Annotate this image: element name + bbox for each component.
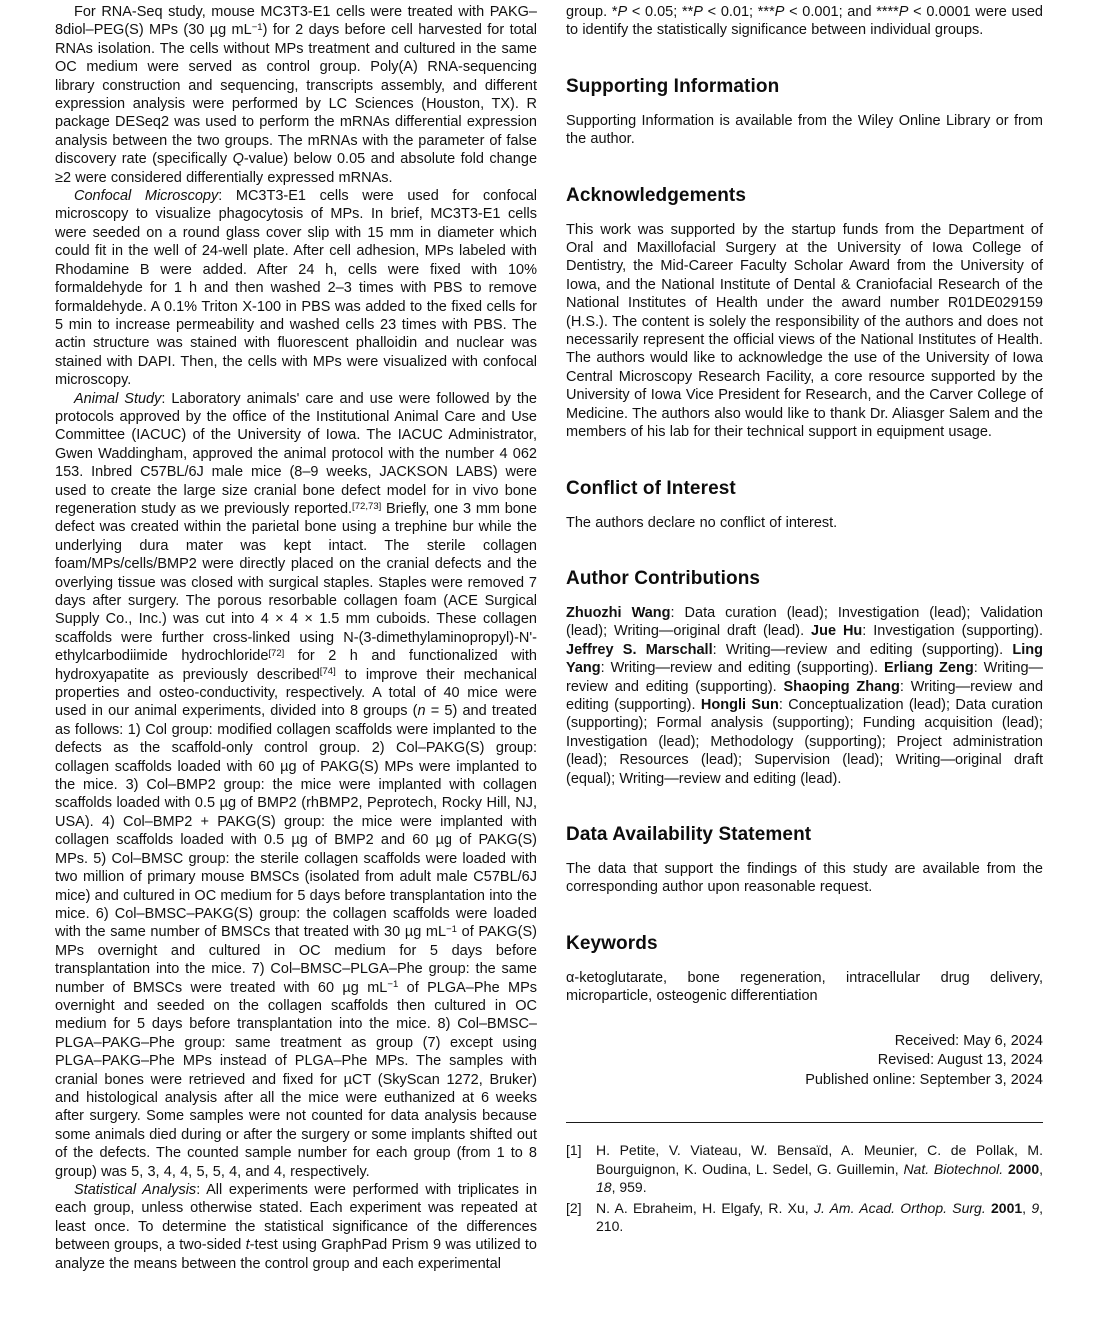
author-contributions-text: Zhuozhi Wang: Data curation (lead); Investigation (lead); Validation (lead); Writing—original draft (lead). Jue Hu: Investigation (supporting). Jeffrey S. Marschall: Writing—review and editing (supporting). Ling Yang: Writing—review and editing (supporting). Erliang Zeng: Writing—review and editing (supporting). Shaoping Zhang: Writing—review and editing (supporting). Hongli Sun: Conceptualization (lead); Data curation (supporting); Formal analysis (supporting); Funding acquisition (lead); Investigation (lead); Methodology (supporting); Project administration (lead); Resources (lead); Supervision (lead); Writing—original draft (equal); Writing—review and editing (lead). (566, 604, 1044, 787)
reference-item-1 (566, 1141, 1043, 1197)
right-column (566, 3, 1043, 1318)
data-availability-heading: Data Availability Statement (566, 823, 812, 845)
left-column (55, 3, 537, 1318)
reference-1-citation: H. Petite, V. Viateau, W. Bensaïd, A. Meunier, C. de Pollak, M. Bourguignon, K. Oudina, L. Sedel, G. Guillemin, Nat. Biotechnol. 2000, 18, 959. (596, 1142, 1044, 1196)
section-conflict-of-interest (566, 478, 1043, 532)
paragraph-confocal-microscopy: Confocal Microscopy: MC3T3-E1 cells were used for confocal microscopy to visualize phagocytosis of MPs. In brief, MC3T3-E1 cells were seeded on a round glass cover slip with 15 mm in diameter which could fit in the well of 24-well plate. After cell adhesion, MPs labeled with Rhodamine B were added. After 24 h, cells were fixed with 10% formaldehyde for 1 h and then washed 2–3 times with PBS to remove formaldehyde. A 0.1% Triton X-100 in PBS was added to the fixed cells for 5 min to increase permeability and washed cells 23 times with PBS. The actin structure was stained with fluorescent phalloidin and nuclear was stained with DAPI. Then, the cells with MPs were visualized with confocal microscopy. (55, 188, 538, 389)
conflict-of-interest-heading: Conflict of Interest (566, 477, 736, 499)
paragraph-statistical-analysis: Statistical Analysis: All experiments were performed with triplicates in each group, unless otherwise stated. Each experiment was repeated at least once. To determine the statistical significance of the differences between groups, a two-sided t-test using GraphPad Prism 9 was utilized to analyze the means between the control group and each experimental (55, 1182, 538, 1272)
acknowledgements-text: This work was supported by the startup funds from the Department of Oral and Maxillofacial Surgery at the University of Iowa College of Dentistry, the Mid-Career Faculty Scholar Award from the University of Iowa, and the National Institute of Dental & Craniofacial Research of the National Institutes of Health under the award number R01DE029159 (H.S.). The content is solely the responsibility of the authors and does not necessarily represent the official views of the National Institutes of Health. The authors would like to acknowledge the use of the University of Iowa Central Microscopy Research Facility, a core resource supported by the University of Iowa Vice President for Research, and the Carver College of Medicine. The authors also would like to thank Dr. Aliasger Salem and the members of his lab for their technical support in equipment usage. (566, 221, 1043, 441)
section-supporting-information (566, 76, 1043, 149)
supporting-information-text: Supporting Information is available from the Wiley Online Library or from the author. (566, 112, 1043, 148)
published-online-date: Published online: September 3, 2024 (805, 1071, 1043, 1088)
reference-item-2 (566, 1199, 1043, 1236)
received-date: Received: May 6, 2024 (894, 1032, 1043, 1049)
reference-2-citation: N. A. Ebraheim, H. Elgafy, R. Xu, J. Am. Acad. Orthop. Surg. 2001, 9, 210. (596, 1199, 1044, 1235)
revised-date: Revised: August 13, 2024 (877, 1052, 1043, 1069)
keywords-heading: Keywords (566, 932, 658, 954)
acknowledgements-heading: Acknowledgements (566, 184, 747, 206)
conflict-of-interest-text: The authors declare no conflict of interest. (566, 514, 838, 531)
references-divider (566, 1122, 1043, 1123)
keywords-text: α-ketoglutarate, bone regeneration, intracellular drug delivery, microparticle, osteogenic differentiation (566, 969, 1043, 1005)
section-acknowledgements (566, 185, 1043, 442)
section-data-availability (566, 824, 1043, 897)
paragraph-rnaseq-methods: For RNA-Seq study, mouse MC3T3-E1 cells were treated with PAKG–8diol–PEG(S) MPs (30 µg $mL^{-1}$) for 2 days before cell harvested for total RNAs isolation. The cells without MPs treatment and cultured in the same OC medium were served as control group. Poly(A) RNA-sequencing library construction and sequencing, transcripts assembly, and different expression analysis were performed by LC Sciences (Houston, TX). R package DESeq2 was used to perform the mRNAs differential expression analysis between the two groups. The mRNAs with the parameter of false discovery rate (specifically Q-value) below 0.05 and absolute fold change ≥2 were considered differentially expressed mRNAs. (55, 4, 538, 186)
dates-block (566, 1032, 1043, 1091)
reference-1-number: [1] (566, 1142, 582, 1159)
section-keywords (566, 933, 1043, 1006)
supporting-information-heading: Supporting Information (566, 75, 780, 97)
author-contributions-heading: Author Contributions (566, 567, 761, 589)
data-availability-text: The data that support the findings of this study are available from the corresponding author upon reasonable request. (566, 860, 1043, 896)
paragraph-statistical-analysis-continued: group. *P < 0.05; **P < 0.01; ***P < 0.001; and ****P < 0.0001 were used to identify the statistically significance between individual groups. (566, 4, 1043, 39)
paragraph-animal-study: Animal Study: Laboratory animals' care and use were followed by the protocols approved by the office of the Institutional Animal Care and Use Committee (IACUC) of the University of Iowa. The IACUC Administrator, Gwen Waddingham, approved the animal protocol with the number 4 062 153. Inbred C57BL/6J male mice (8–9 weeks, JACKSON LABS) were used to create the large size cranial bone defect model for in vivo bone regeneration study as we previously reported.[72,73] Briefly, one 3 mm bone defect was created within the parietal bone using a trephine bur while the underlying dura mater was kept intact. The sterile collagen foam/MPs/cells/BMP2 were directly placed on the cranial defects and the overlying tissue was closed with surgical staples. Staples were removed 7 days after surgery. The porous resorbable collagen foam (ACE Surgical Supply Co., Inc.) was cut into 4 × 4 × 1.5 mm cuboids. These collagen scaffolds were further cross-linked using N-(3-dimethylaminopropyl)-N'-ethylcarbodiimide hydrochloride[72] for 2 h and functionalized with hydroxyapatite as previously described[74] to improve their mechanical properties and osteo-conductivity, respectively. A total of 40 mice were used in our animal experiments, divided into 8 groups (n = 5) and treated as follows: 1) Col group: modified collagen scaffolds were implanted to the defects as the scaffold-only control group. 2) Col–PAKG(S) group: collagen scaffolds loaded with 60 µg of PAKG(S) MPs were implanted to the mice. 3) Col–BMP2 group: the mice were implanted with collagen scaffolds loaded with 0.5 µg of BMP2 (rhBMP2, Peprotech, Rocky Hill, NJ, USA). 4) Col–BMP2 + PAKG(S) group: the mice were implanted with collagen scaffolds loaded with 0.5 µg of BMP2 and 60 µg of PAKG(S) MPs. 5) Col–BMSC group: the sterile collagen scaffolds were loaded with two million of primary mouse BMSCs (isolated from adult male C57BL/6J mice) and cultured in OC medium for 5 days before transplantation into the mice. 6) Col–BMSC–PAKG(S) group: the collagen scaffolds were loaded with the same number of BMSCs that treated with 30 µg $mL^{-1}$ of PAKG(S) MPs overnight and cultured in OC medium for 5 days before transplantation into the mice. 7) Col–BMSC–PLGA–Phe group: the same number of BMSCs were treated with 60 µg $mL^{-1}$ of PLGA–Phe MPs overnight and seeded on the collagen scaffolds then cultured in OC medium for 5 days before transplantation into the mice. 8) Col–BMSC–PLGA–PAKG–Phe group: same treatment as group (7) except using PLGA–PAKG–Phe MPs instead of PLGA–Phe MPs. The samples with cranial bones were retrieved and fixed for µCT (SkyScan 1272, Bruker) and histological analysis after all the mice were euthanized at 6 weeks after surgery. Some samples were not counted for data analysis because some animals died during or after the surgery or some implants shifted out of the defects. The counted sample number for each group (from 1 to 8 group) was 5, 3, 4, 4, 5, 5, 4, and 4, respectively. (55, 390, 537, 1180)
section-author-contributions (566, 568, 1043, 788)
reference-2-number: [2] (566, 1199, 582, 1216)
